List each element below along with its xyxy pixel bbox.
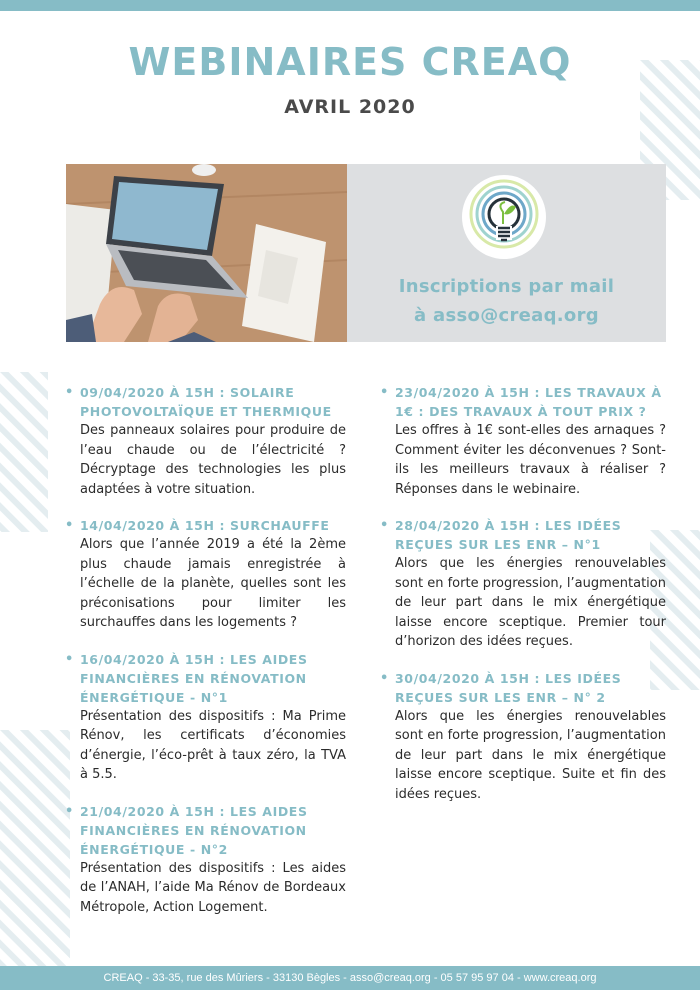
event-description: Les offres à 1€ sont-elles des arnaques ? Comment éviter les déconvenues ? Sont-ils les meilleurs travaux à réaliser ? Réponses dans le webinaire. — [395, 423, 666, 497]
event-description: Alors que l’année 2019 a été la 2ème plus chaude jamais enregistrée à l’échelle de la planète, quelles sont les préconisations pour limiter les surchauffes dans les logements ? — [80, 537, 346, 630]
event-heading: • 21/04/2020 À 15H : LES AIDES FINANCIÈRES EN RÉNOVATION ÉNERGÉTIQUE - N°2 — [65, 803, 308, 857]
event-item — [380, 669, 666, 805]
events-column-right — [380, 383, 666, 804]
event-description: Alors que les énergies renouvelables sont en forte progression, l’augmentation de leur part dans le mix énergétique laisse encore sceptique. Suite et fin des idées reçues. — [395, 708, 666, 802]
banner — [66, 164, 666, 342]
registration-email[interactable]: à asso@creaq.org — [414, 305, 599, 326]
bullet-icon: • — [65, 518, 74, 533]
top-color-band — [0, 0, 700, 11]
event-item — [65, 650, 346, 785]
event-heading: • 30/04/2020 À 15H : LES IDÉES REÇUES SUR LES ENR – N° 2 — [380, 670, 622, 705]
registration-line-1: Inscriptions par mail — [398, 276, 615, 297]
laptop-desk-photo — [66, 164, 347, 342]
event-heading: • 14/04/2020 À 15H : SURCHAUFFE — [65, 518, 330, 533]
lightbulb-leaf-icon — [461, 174, 547, 260]
event-item — [65, 516, 346, 633]
footer-contact: CREAQ - 33-35, rue des Mûriers - 33130 Bègles - asso@creaq.org - 05 57 95 97 04 - www.creaq.org — [0, 966, 700, 990]
bullet-icon: • — [65, 803, 74, 819]
event-description: Alors que les énergies renouvelables sont en forte progression, l’augmentation de leur part dans le mix énergétique laisse encore sceptique. Premier tour d’horizon des idées reçues. — [395, 556, 666, 649]
bullet-icon: • — [380, 670, 389, 686]
event-heading: • 09/04/2020 À 15H : SOLAIRE PHOTOVOLTAÏQUE ET THERMIQUE — [65, 385, 332, 419]
bullet-icon: • — [380, 518, 389, 533]
page-title: WEBINAIRES CREAQ — [128, 40, 572, 84]
registration-panel — [347, 164, 666, 342]
event-heading: • 28/04/2020 À 15H : LES IDÉES REÇUES SUR LES ENR – N°1 — [380, 518, 622, 552]
bullet-icon: • — [380, 385, 389, 400]
bullet-icon: • — [65, 385, 74, 400]
page-subtitle: AVRIL 2020 — [284, 96, 416, 118]
stripe-decoration-bottom-left — [0, 730, 70, 966]
events-column-left — [65, 383, 346, 917]
event-item — [65, 802, 346, 918]
event-item — [380, 516, 666, 652]
event-description: Présentation des dispositifs : Les aides de l’ANAH, l’aide Ma Rénov de Bordeaux Métropole, Action Logement. — [80, 860, 346, 915]
stripe-decoration-left-mid — [0, 372, 48, 532]
event-item — [65, 383, 346, 499]
event-heading: • 23/04/2020 À 15H : LES TRAVAUX À 1€ : DES TRAVAUX À TOUT PRIX ? — [380, 385, 662, 419]
event-description: Des panneaux solaires pour produire de l’eau chaude ou de l’électricité ? Décryptage des technologies les plus adaptées à votre situation. — [80, 423, 346, 497]
event-description: Présentation des dispositifs : Ma Prime Rénov, les certificats d’économies d’énergie, l’éco-prêt à taux zéro, la TVA à 5.5. — [80, 708, 346, 782]
bullet-icon: • — [65, 651, 74, 667]
event-heading: • 16/04/2020 À 15H : LES AIDES FINANCIÈRES EN RÉNOVATION ÉNERGÉTIQUE - N°1 — [65, 651, 308, 705]
event-item — [380, 383, 666, 499]
